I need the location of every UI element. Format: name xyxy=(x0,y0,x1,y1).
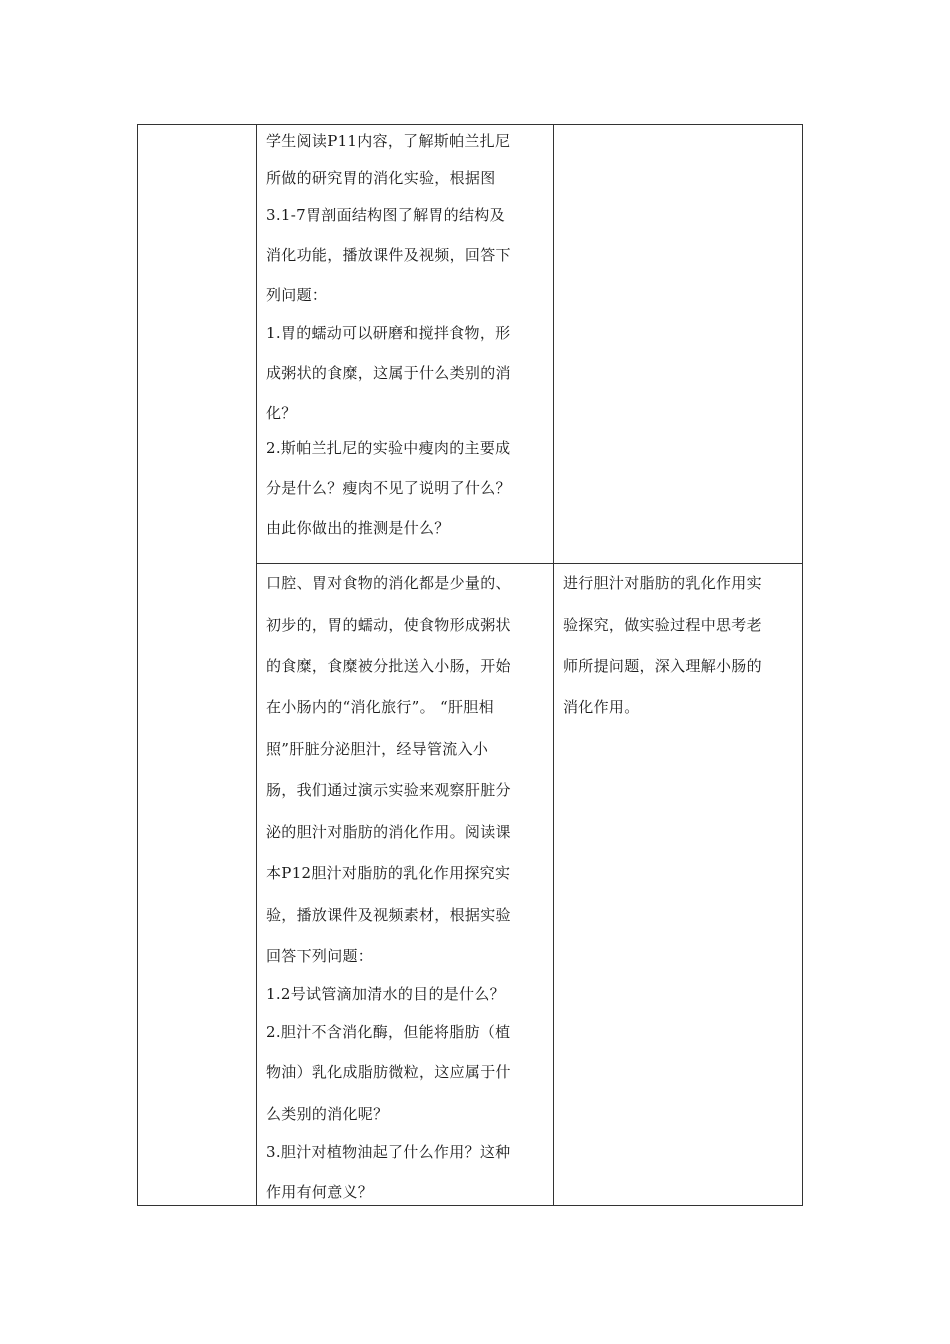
text-line: 2.斯帕兰扎尼的实验中瘦肉的主要成 xyxy=(266,439,511,457)
text-line: 肠，我们通过演示实验来观察肝脏分 xyxy=(266,781,511,799)
text-line: 分是什么？瘦肉不见了说明了什么？ xyxy=(266,479,511,497)
text-line: 师所提问题，深入理解小肠的 xyxy=(563,657,762,675)
text-line: 3.胆汁对植物油起了什么作用？这种 xyxy=(266,1143,511,1161)
text-line: 所做的研究胃的消化实验，根据图 xyxy=(266,169,496,187)
lesson-table xyxy=(137,124,803,1206)
row-divider xyxy=(256,563,802,564)
text-line: 口腔、胃对食物的消化都是少量的、 xyxy=(266,574,511,592)
text-line: 化？ xyxy=(266,404,297,422)
text-line: 1.胃的蠕动可以研磨和搅拌食物，形 xyxy=(266,324,511,342)
text-line: 泌的胆汁对脂肪的消化作用。阅读课 xyxy=(266,823,511,841)
text-line: 的食糜，食糜被分批送入小肠，开始 xyxy=(266,657,511,675)
text-line: 照”肝脏分泌胆汁，经导管流入小 xyxy=(266,740,489,758)
text-line: 进行胆汁对脂肪的乳化作用实 xyxy=(563,574,762,592)
text-line: 验，播放课件及视频素材，根据实验 xyxy=(266,906,511,924)
row2-activity-cell xyxy=(563,573,798,727)
text-line: 1.2号试管滴加清水的目的是什么？ xyxy=(266,985,505,1003)
text-line: 2.胆汁不含消化酶，但能将脂肪（植 xyxy=(266,1023,511,1041)
row2-process-cell xyxy=(266,573,552,1212)
text-line: 学生阅读P11内容，了解斯帕兰扎尼 xyxy=(266,132,511,150)
text-line: 本P12胆汁对脂肪的乳化作用探究实 xyxy=(266,864,511,882)
text-line: 消化功能，播放课件及视频，回答下 xyxy=(266,246,511,264)
text-line: 在小肠内的“消化旅行”。 “肝胆相 xyxy=(266,698,494,716)
column-divider-1 xyxy=(256,125,257,1205)
text-line: 回答下列问题： xyxy=(266,947,374,965)
column-divider-2 xyxy=(553,125,554,1205)
text-line: 成粥状的食糜，这属于什么类别的消 xyxy=(266,364,511,382)
text-line: 么类别的消化呢？ xyxy=(266,1105,389,1123)
text-line: 3.1-7胃剖面结构图了解胃的结构及 xyxy=(266,206,505,224)
row1-process-cell xyxy=(266,131,552,548)
text-line: 物油）乳化成脂肪微粒，这应属于什 xyxy=(266,1063,511,1081)
text-line: 消化作用。 xyxy=(563,698,640,716)
text-line: 由此你做出的推测是什么？ xyxy=(266,519,450,537)
text-line: 验探究，做实验过程中思考老 xyxy=(563,616,762,634)
text-line: 初步的，胃的蠕动，使食物形成粥状 xyxy=(266,616,511,634)
text-line: 列问题： xyxy=(266,286,328,304)
text-line: 作用有何意义？ xyxy=(266,1183,374,1201)
